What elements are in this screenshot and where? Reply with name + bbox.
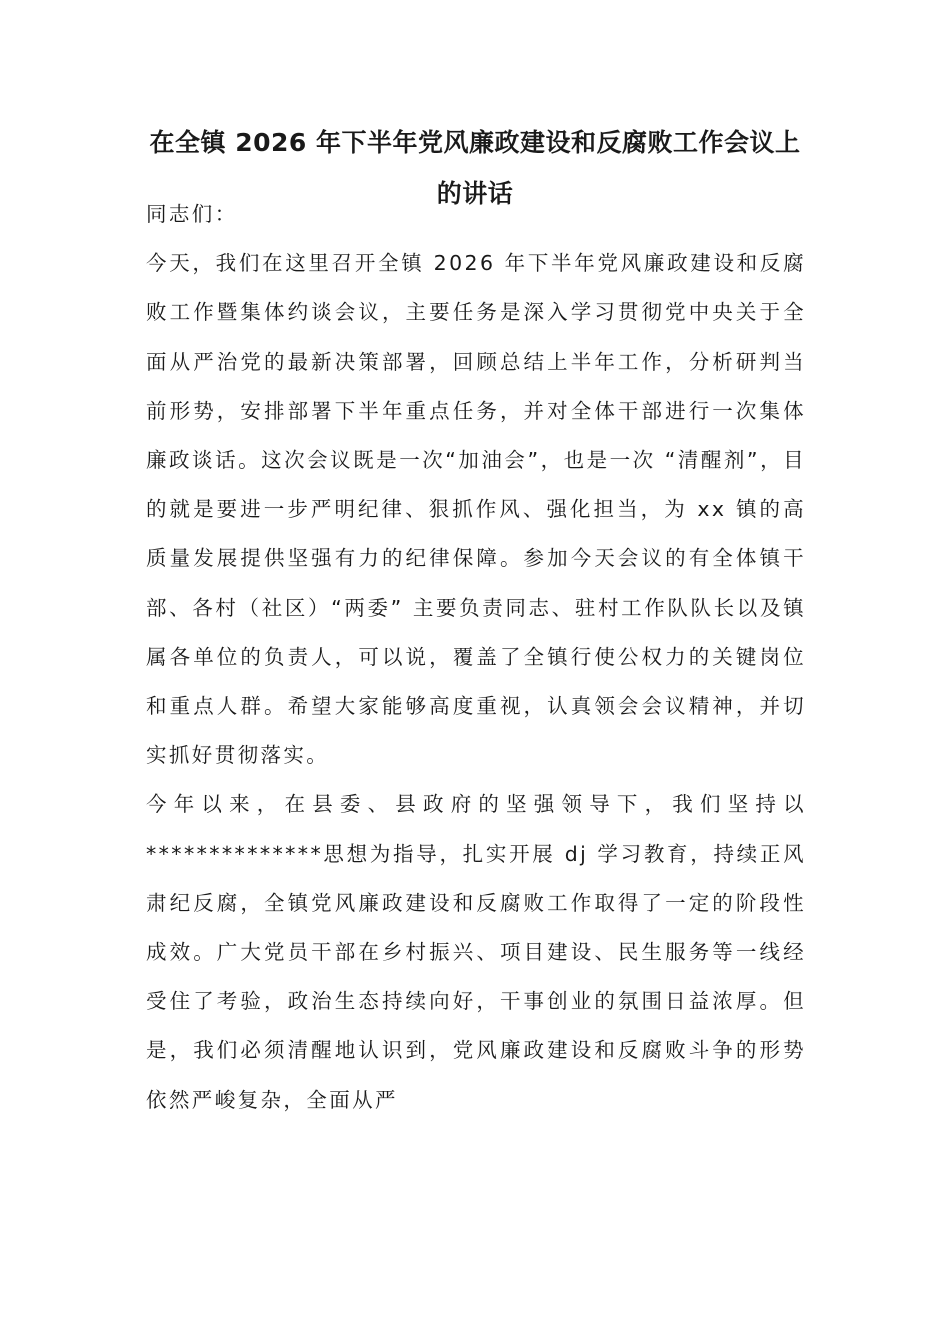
- document-title: 在全镇 2026 年下半年党风廉政建设和反腐败工作会议上的讲话: [149, 128, 801, 208]
- salutation: 同志们：: [146, 202, 238, 226]
- document-body: [146, 190, 806, 1125]
- paragraph-2: 今年以来，在县委、县政府的坚强领导下，我们坚持以**************思想为指导，扎实开展 dj 学习教育，持续正风肃纪反腐，全镇党风廉政建设和反腐败工作取得了一定的阶段性成效。广大党员干部在乡村振兴、项目建设、民生服务等一线经受住了考验，政治生态持续向好，干事创业的氛围日益浓厚。但是，我们必须清醒地认识到，党风廉政建设和反腐败斗争的形势依然严峻复杂，全面从严: [146, 792, 806, 1112]
- paragraph-1: 今天，我们在这里召开全镇 2026 年下半年党风廉政建设和反腐败工作暨集体约谈会议，主要任务是深入学习贯彻党中央关于全面从严治党的最新决策部署，回顾总结上半年工作，分析研判当前形势，安排部署下半年重点任务，并对全体干部进行一次集体廉政谈话。这次会议既是一次“加油会”，也是一次 “清醒剂”，目的就是要进一步严明纪律、狠抓作风、强化担当，为 xx 镇的高质量发展提供坚强有力的纪律保障。参加今天会议的有全体镇干部、各村（社区）“两委” 主要负责同志、驻村工作队队长以及镇属各单位的负责人，可以说，覆盖了全镇行使公权力的关键岗位和重点人群。希望大家能够高度重视，认真领会会议精神，并切实抓好贯彻落实。: [146, 251, 806, 768]
